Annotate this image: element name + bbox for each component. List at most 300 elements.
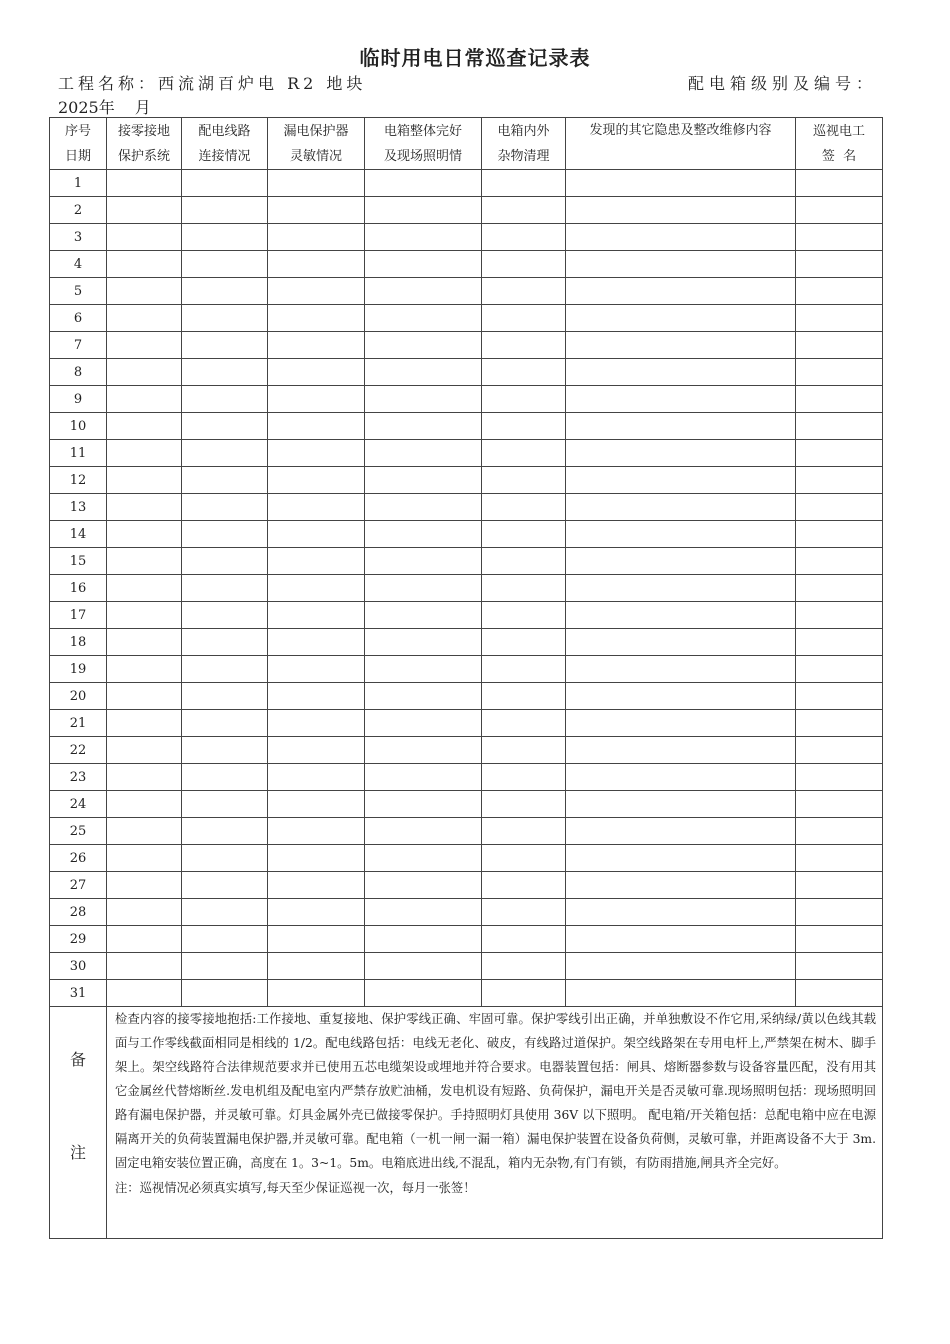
table-cell[interactable]: [796, 656, 883, 683]
table-row: [50, 197, 883, 224]
table-cell[interactable]: [482, 332, 566, 359]
table-cell[interactable]: [365, 845, 482, 872]
row-index: 25: [50, 818, 107, 845]
row-index: 30: [50, 953, 107, 980]
table-row: [50, 386, 883, 413]
table-cell[interactable]: [268, 737, 365, 764]
table-cell[interactable]: [796, 467, 883, 494]
table-cell[interactable]: [365, 251, 482, 278]
table-cell[interactable]: [482, 683, 566, 710]
table-row: [50, 926, 883, 953]
table-cell[interactable]: [482, 629, 566, 656]
table-cell[interactable]: [796, 386, 883, 413]
table-row: [50, 872, 883, 899]
header-debris: 电箱内外 杂物清理: [482, 118, 566, 170]
table-cell[interactable]: [268, 845, 365, 872]
table-cell[interactable]: [365, 575, 482, 602]
table-cell[interactable]: [796, 224, 883, 251]
table-cell[interactable]: [482, 575, 566, 602]
table-cell[interactable]: [566, 899, 796, 926]
table-cell[interactable]: [268, 278, 365, 305]
table-cell[interactable]: [107, 332, 182, 359]
table-row: [50, 899, 883, 926]
table-cell[interactable]: [482, 710, 566, 737]
table-row: [50, 845, 883, 872]
table-cell[interactable]: [482, 764, 566, 791]
table-cell[interactable]: [182, 899, 268, 926]
table-cell[interactable]: [107, 575, 182, 602]
table-cell[interactable]: [268, 332, 365, 359]
row-index: 13: [50, 494, 107, 521]
table-cell[interactable]: [182, 278, 268, 305]
table-row: [50, 764, 883, 791]
table-row: [50, 656, 883, 683]
table-cell[interactable]: [107, 953, 182, 980]
row-index: 15: [50, 548, 107, 575]
table-cell[interactable]: [796, 845, 883, 872]
row-index: 10: [50, 413, 107, 440]
table-cell[interactable]: [182, 764, 268, 791]
table-cell[interactable]: [365, 494, 482, 521]
table-cell[interactable]: [365, 548, 482, 575]
table-cell[interactable]: [365, 818, 482, 845]
table-cell[interactable]: [566, 818, 796, 845]
row-index: 22: [50, 737, 107, 764]
table-cell[interactable]: [482, 386, 566, 413]
table-cell[interactable]: [107, 251, 182, 278]
table-cell[interactable]: [482, 170, 566, 197]
table-cell[interactable]: [365, 710, 482, 737]
table-cell[interactable]: [365, 467, 482, 494]
table-cell[interactable]: [796, 899, 883, 926]
table-cell[interactable]: [182, 305, 268, 332]
row-index: 1: [50, 170, 107, 197]
table-cell[interactable]: [182, 818, 268, 845]
table-cell[interactable]: [365, 980, 482, 1007]
table-cell[interactable]: [566, 845, 796, 872]
table-cell[interactable]: [182, 926, 268, 953]
table-cell[interactable]: [107, 656, 182, 683]
box-info: [688, 71, 877, 94]
date-month: 月: [134, 98, 151, 117]
table-cell[interactable]: [796, 521, 883, 548]
row-index: 18: [50, 629, 107, 656]
table-cell[interactable]: [182, 467, 268, 494]
table-cell[interactable]: [482, 656, 566, 683]
table-cell[interactable]: [796, 251, 883, 278]
table-row: [50, 791, 883, 818]
table-cell[interactable]: [482, 197, 566, 224]
table-cell[interactable]: [365, 602, 482, 629]
table-cell[interactable]: [365, 521, 482, 548]
table-cell[interactable]: [268, 764, 365, 791]
table-cell[interactable]: [182, 710, 268, 737]
table-cell[interactable]: [566, 494, 796, 521]
table-cell[interactable]: [268, 629, 365, 656]
table-row: [50, 170, 883, 197]
row-index: 3: [50, 224, 107, 251]
table-cell[interactable]: [268, 467, 365, 494]
table-cell[interactable]: [796, 548, 883, 575]
table-cell[interactable]: [796, 278, 883, 305]
table-cell[interactable]: [566, 710, 796, 737]
table-cell[interactable]: [566, 683, 796, 710]
header-wiring: 配电线路 连接情况: [182, 118, 268, 170]
table-row: [50, 278, 883, 305]
table-cell[interactable]: [365, 386, 482, 413]
table-cell[interactable]: [365, 899, 482, 926]
table-cell[interactable]: [107, 359, 182, 386]
table-row: [50, 359, 883, 386]
table-cell[interactable]: [268, 224, 365, 251]
table-cell[interactable]: [107, 791, 182, 818]
table-cell[interactable]: [365, 278, 482, 305]
table-cell[interactable]: [107, 683, 182, 710]
table-row: [50, 251, 883, 278]
table-cell[interactable]: [365, 305, 482, 332]
date-line: [58, 95, 151, 118]
notes-body: [107, 1007, 883, 1239]
header-hazards: 发现的其它隐患及整改维修内容: [566, 118, 796, 170]
table-cell[interactable]: [182, 548, 268, 575]
table-cell[interactable]: [796, 764, 883, 791]
table-cell[interactable]: [268, 656, 365, 683]
table-cell[interactable]: [268, 926, 365, 953]
table-cell[interactable]: [107, 818, 182, 845]
project-info: [58, 71, 366, 94]
table-cell[interactable]: [182, 224, 268, 251]
table-cell[interactable]: [482, 953, 566, 980]
row-index: 12: [50, 467, 107, 494]
table-cell[interactable]: [182, 386, 268, 413]
table-row: [50, 818, 883, 845]
table-cell[interactable]: [482, 521, 566, 548]
table-cell[interactable]: [182, 359, 268, 386]
table-cell[interactable]: [107, 170, 182, 197]
table-cell[interactable]: [107, 197, 182, 224]
table-cell[interactable]: [796, 791, 883, 818]
project-name: 西流湖百炉电 R2 地块: [158, 74, 367, 93]
table-cell[interactable]: [268, 683, 365, 710]
row-index: 6: [50, 305, 107, 332]
table-cell[interactable]: [566, 602, 796, 629]
header-row: [50, 118, 883, 170]
table-cell[interactable]: [107, 737, 182, 764]
table-cell[interactable]: [566, 359, 796, 386]
row-index: 4: [50, 251, 107, 278]
header-leakage-protector: 漏电保护器 灵敏情况: [268, 118, 365, 170]
table-cell[interactable]: [566, 305, 796, 332]
table-cell[interactable]: [268, 980, 365, 1007]
table-cell[interactable]: [796, 737, 883, 764]
table-row: [50, 953, 883, 980]
table-cell[interactable]: [566, 980, 796, 1007]
table-cell[interactable]: [182, 251, 268, 278]
notes-label: 备 注: [50, 1007, 107, 1239]
table-cell[interactable]: [182, 197, 268, 224]
table-cell[interactable]: [182, 791, 268, 818]
table-row: [50, 440, 883, 467]
table-cell[interactable]: [268, 305, 365, 332]
table-cell[interactable]: [268, 359, 365, 386]
table-row: [50, 980, 883, 1007]
table-cell[interactable]: [482, 251, 566, 278]
table-cell[interactable]: [365, 629, 482, 656]
table-cell[interactable]: [482, 737, 566, 764]
table-cell[interactable]: [107, 386, 182, 413]
table-cell[interactable]: [182, 953, 268, 980]
table-cell[interactable]: [796, 440, 883, 467]
table-cell[interactable]: [365, 926, 482, 953]
table-cell[interactable]: [182, 845, 268, 872]
table-cell[interactable]: [268, 575, 365, 602]
header-index-date: 序号 日期: [50, 118, 107, 170]
table-cell[interactable]: [566, 332, 796, 359]
table-cell[interactable]: [365, 197, 482, 224]
table-cell[interactable]: [482, 548, 566, 575]
table-cell[interactable]: [566, 575, 796, 602]
box-label: 配电箱级别及编号：: [688, 74, 878, 93]
table-cell[interactable]: [365, 359, 482, 386]
table-cell[interactable]: [796, 170, 883, 197]
table-cell[interactable]: [482, 440, 566, 467]
row-index: 7: [50, 332, 107, 359]
table-cell[interactable]: [268, 521, 365, 548]
table-cell[interactable]: [566, 791, 796, 818]
row-index: 9: [50, 386, 107, 413]
table-cell[interactable]: [182, 575, 268, 602]
row-index: 31: [50, 980, 107, 1007]
table-cell[interactable]: [566, 953, 796, 980]
table-row: [50, 305, 883, 332]
table-cell[interactable]: [365, 224, 482, 251]
table-cell[interactable]: [482, 791, 566, 818]
table-cell[interactable]: [182, 413, 268, 440]
table-cell[interactable]: [796, 980, 883, 1007]
table-cell[interactable]: [182, 629, 268, 656]
row-index: 5: [50, 278, 107, 305]
table-cell[interactable]: [268, 602, 365, 629]
table-cell[interactable]: [107, 899, 182, 926]
table-cell[interactable]: [268, 494, 365, 521]
table-cell[interactable]: [182, 602, 268, 629]
table-row: [50, 548, 883, 575]
table-cell[interactable]: [268, 548, 365, 575]
table-cell[interactable]: [482, 926, 566, 953]
table-cell[interactable]: [566, 251, 796, 278]
table-row: [50, 332, 883, 359]
table-cell[interactable]: [796, 926, 883, 953]
table-cell[interactable]: [365, 953, 482, 980]
table-cell[interactable]: [566, 629, 796, 656]
table-cell[interactable]: [107, 872, 182, 899]
table-cell[interactable]: [107, 440, 182, 467]
row-index: 14: [50, 521, 107, 548]
table-row: [50, 629, 883, 656]
table-cell[interactable]: [107, 413, 182, 440]
row-index: 26: [50, 845, 107, 872]
table-cell[interactable]: [566, 440, 796, 467]
table-row: [50, 224, 883, 251]
table-cell[interactable]: [796, 575, 883, 602]
table-cell[interactable]: [182, 980, 268, 1007]
table-row: [50, 521, 883, 548]
table-cell[interactable]: [796, 359, 883, 386]
table-row: [50, 413, 883, 440]
table-cell[interactable]: [482, 872, 566, 899]
table-cell[interactable]: [482, 494, 566, 521]
table-cell[interactable]: [182, 737, 268, 764]
table-cell[interactable]: [365, 413, 482, 440]
notes-row: [50, 1007, 883, 1239]
table-cell[interactable]: [107, 305, 182, 332]
project-label: 工程名称：: [58, 74, 159, 93]
table-cell[interactable]: [182, 683, 268, 710]
table-cell[interactable]: [107, 467, 182, 494]
table-cell[interactable]: [796, 710, 883, 737]
table-cell[interactable]: [365, 332, 482, 359]
row-index: 17: [50, 602, 107, 629]
table-cell[interactable]: [796, 332, 883, 359]
table-cell[interactable]: [482, 818, 566, 845]
table-cell[interactable]: [268, 251, 365, 278]
table-cell[interactable]: [182, 521, 268, 548]
table-cell[interactable]: [566, 278, 796, 305]
page-title: 临时用电日常巡查记录表: [359, 46, 591, 70]
row-index: 2: [50, 197, 107, 224]
table-cell[interactable]: [182, 494, 268, 521]
row-index: 11: [50, 440, 107, 467]
table-cell[interactable]: [796, 305, 883, 332]
table-cell[interactable]: [566, 170, 796, 197]
table-cell[interactable]: [566, 467, 796, 494]
table-cell[interactable]: [182, 170, 268, 197]
table-cell[interactable]: [268, 899, 365, 926]
table-cell[interactable]: [566, 413, 796, 440]
table-cell[interactable]: [268, 386, 365, 413]
table-cell[interactable]: [365, 440, 482, 467]
row-index: 21: [50, 710, 107, 737]
table-cell[interactable]: [365, 791, 482, 818]
table-cell[interactable]: [107, 278, 182, 305]
row-index: 27: [50, 872, 107, 899]
table-cell[interactable]: [365, 656, 482, 683]
table-cell[interactable]: [107, 980, 182, 1007]
table-cell[interactable]: [107, 224, 182, 251]
row-index: 29: [50, 926, 107, 953]
table-cell[interactable]: [107, 494, 182, 521]
table-cell[interactable]: [268, 170, 365, 197]
table-cell[interactable]: [482, 224, 566, 251]
table-cell[interactable]: [796, 953, 883, 980]
table-cell[interactable]: [796, 197, 883, 224]
row-index: 24: [50, 791, 107, 818]
table-cell[interactable]: [365, 170, 482, 197]
table-cell[interactable]: [107, 764, 182, 791]
table-cell[interactable]: [566, 548, 796, 575]
row-index: 19: [50, 656, 107, 683]
table-cell[interactable]: [566, 926, 796, 953]
table-cell[interactable]: [482, 602, 566, 629]
row-index: 20: [50, 683, 107, 710]
table-cell[interactable]: [796, 629, 883, 656]
table-row: [50, 575, 883, 602]
table-cell[interactable]: [107, 521, 182, 548]
table-cell[interactable]: [268, 791, 365, 818]
table-cell[interactable]: [482, 467, 566, 494]
table-cell[interactable]: [107, 629, 182, 656]
table-cell[interactable]: [268, 872, 365, 899]
table-cell[interactable]: [796, 602, 883, 629]
table-row: [50, 737, 883, 764]
table-cell[interactable]: [482, 413, 566, 440]
table-cell[interactable]: [268, 440, 365, 467]
table-cell[interactable]: [182, 332, 268, 359]
table-cell[interactable]: [482, 899, 566, 926]
table-cell[interactable]: [566, 764, 796, 791]
date-year: 2025年: [58, 98, 115, 117]
table-row: [50, 710, 883, 737]
table-cell[interactable]: [566, 737, 796, 764]
table-cell[interactable]: [566, 656, 796, 683]
table-cell[interactable]: [182, 440, 268, 467]
table-cell[interactable]: [566, 872, 796, 899]
table-cell[interactable]: [107, 548, 182, 575]
table-cell[interactable]: [107, 602, 182, 629]
table-cell[interactable]: [107, 845, 182, 872]
table-cell[interactable]: [268, 818, 365, 845]
table-cell[interactable]: [365, 872, 482, 899]
table-cell[interactable]: [566, 386, 796, 413]
table-cell[interactable]: [268, 197, 365, 224]
notes-tip: 注：巡视情况必须真实填写,每天至少保证巡视一次，每月一张签！: [115, 1181, 476, 1195]
row-index: 28: [50, 899, 107, 926]
table-cell[interactable]: [107, 926, 182, 953]
table-row: [50, 602, 883, 629]
table-cell[interactable]: [268, 413, 365, 440]
table-cell[interactable]: [566, 224, 796, 251]
table-cell[interactable]: [796, 413, 883, 440]
table-cell[interactable]: [566, 521, 796, 548]
table-cell[interactable]: [107, 710, 182, 737]
header-grounding: 接零接地 保护系统: [107, 118, 182, 170]
inspection-table: [49, 117, 883, 1239]
row-index: 23: [50, 764, 107, 791]
table-cell[interactable]: [796, 683, 883, 710]
table-cell[interactable]: [365, 737, 482, 764]
header-signature: 巡视电工 签 名: [796, 118, 883, 170]
table-cell[interactable]: [566, 197, 796, 224]
header-box-condition: 电箱整体完好 及现场照明情: [365, 118, 482, 170]
table-cell[interactable]: [482, 845, 566, 872]
table-cell[interactable]: [482, 980, 566, 1007]
table-row: [50, 494, 883, 521]
row-index: 16: [50, 575, 107, 602]
table-cell[interactable]: [268, 953, 365, 980]
table-cell[interactable]: [796, 872, 883, 899]
table-cell[interactable]: [182, 872, 268, 899]
table-cell[interactable]: [182, 656, 268, 683]
table-cell[interactable]: [796, 818, 883, 845]
notes-text: 检查内容的接零接地抱括:工作接地、重复接地、保护零线正确、牢固可靠。保护零线引出正确，并单独敷设不作它用,采纳绿/黄以色线其载面与工作零线截面相同是相线的 1/2。配电线路包括：电线无老化、破皮，有线路过道保护。架空线路架在专用电杆上,严禁架在树木、脚手架上。架空线路符合法律规范要求并已使用五芯电缆架设或埋地并符合要求。电器装置包括：闸具、熔断器参数与设备容量匹配，没有用其它金属丝代替熔断丝.发电机组及配电室内严禁存放贮油桶，发电机设有短路、负荷保护，漏电开关是否灵敏可靠.现场照明包括：现场照明回路有漏电保护器，并灵敏可靠。灯具金属外壳已做接零保护。手持照明灯具使用 36V 以下照明。 配电箱/开关箱包括：总配电箱中应在电源隔离开关的负荷装置漏电保护器,并灵敏可靠。配电箱（一机一闸一漏一箱）漏电保护装置在设备负荷侧，灵敏可靠，并距离设备不大于 3m.固定电箱安装位置正确，高度在 1。3~1。5m。电箱底进出线,不混乱，箱内无杂物,有门有锁，有防雨措施,闸具齐全完好。: [115, 1012, 876, 1170]
table-cell[interactable]: [482, 359, 566, 386]
table-cell[interactable]: [365, 764, 482, 791]
table-cell[interactable]: [482, 305, 566, 332]
table-cell[interactable]: [796, 494, 883, 521]
table-cell[interactable]: [268, 710, 365, 737]
table-cell[interactable]: [482, 278, 566, 305]
table-cell[interactable]: [365, 683, 482, 710]
